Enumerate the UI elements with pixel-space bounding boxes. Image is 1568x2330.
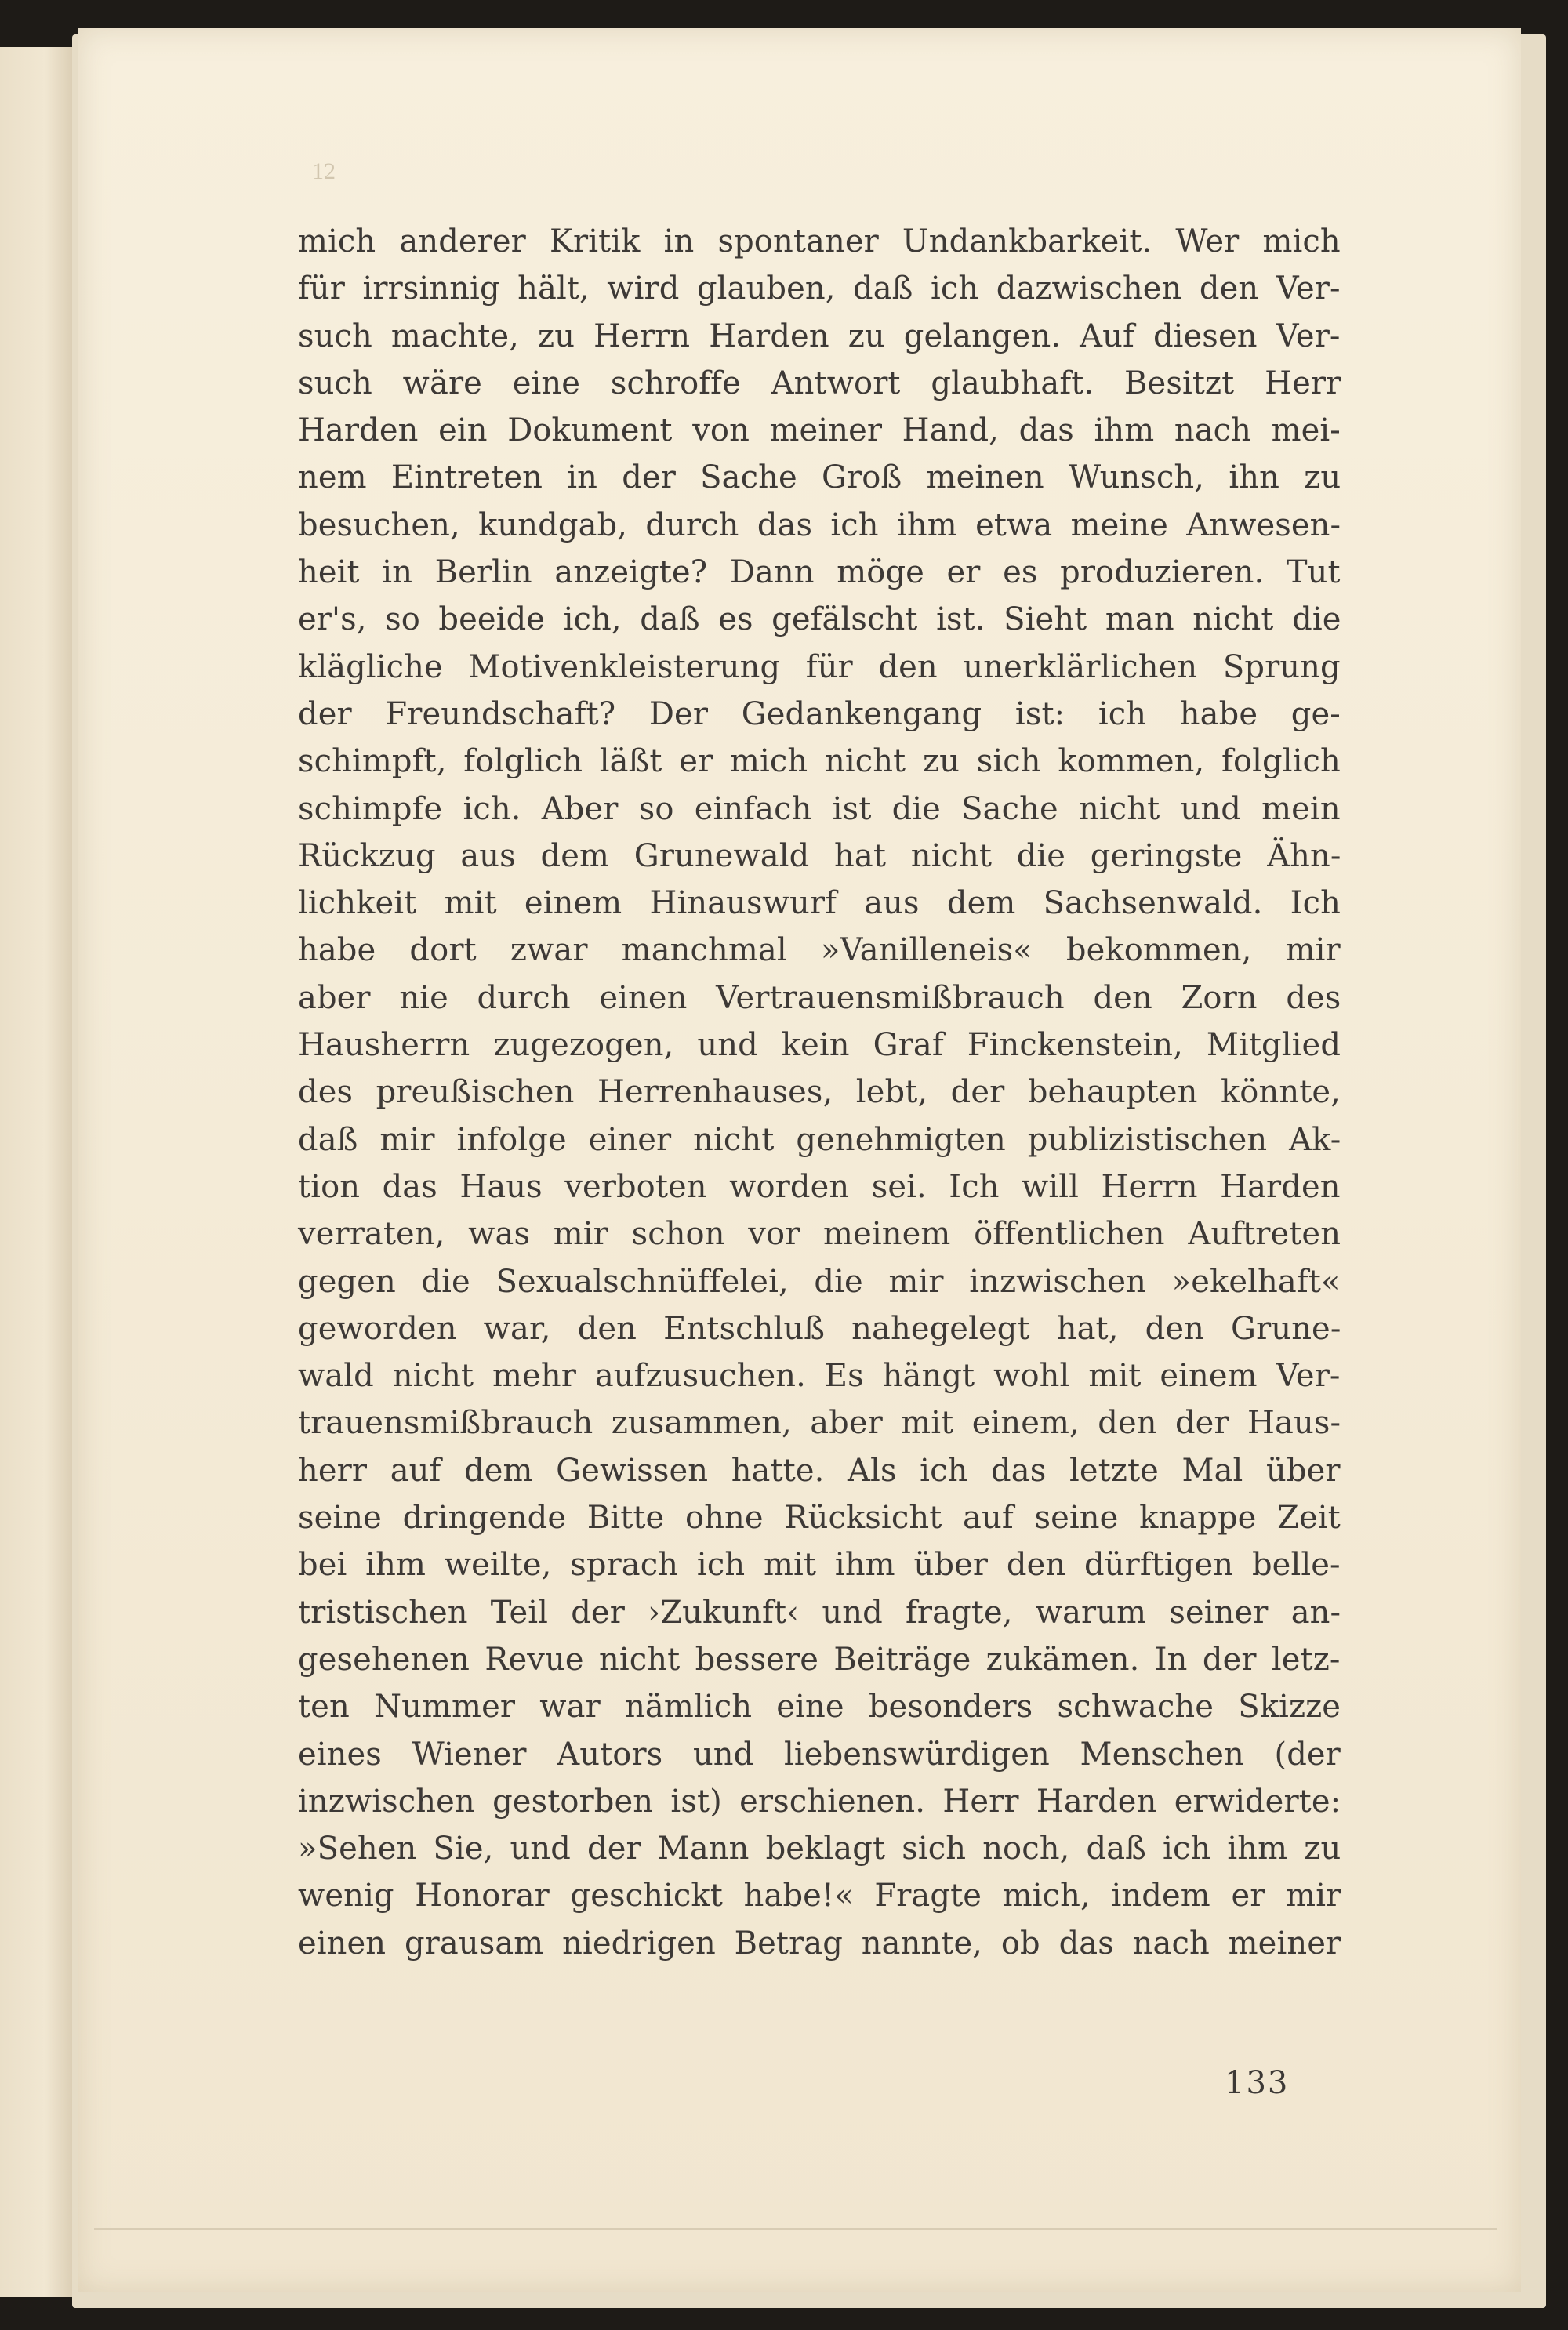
page-bottom-edge bbox=[94, 2228, 1497, 2230]
text-line: schimpfe ich. Aber so einfach ist die Sache nicht und mein bbox=[298, 790, 1341, 827]
text-line: der Freundschaft? Der Gedankengang ist: ich habe ge- bbox=[298, 695, 1341, 732]
text-line: such machte, zu Herrn Harden zu gelangen. Auf diesen Ver- bbox=[298, 318, 1341, 354]
text-line: inzwischen gestorben ist) erschienen. Herr Harden erwiderte: bbox=[298, 1783, 1341, 1820]
text-line: einen grausam niedrigen Betrag nannte, ob das nach meiner bbox=[298, 1925, 1341, 1962]
text-line: tion das Haus verboten worden sei. Ich will Herrn Harden bbox=[298, 1168, 1341, 1205]
text-line: des preußischen Herrenhauses, lebt, der behaupten könnte, bbox=[298, 1074, 1341, 1111]
text-line: heit in Berlin anzeigte? Dann möge er es produzieren. Tut bbox=[298, 554, 1341, 591]
text-line: gegen die Sexualschnüffelei, die mir inzwischen »ekelhaft« bbox=[298, 1263, 1341, 1300]
bleed-through-page-number: 12 bbox=[312, 158, 336, 184]
text-line: herr auf dem Gewissen hatte. Als ich das letzte Mal über bbox=[298, 1452, 1341, 1489]
text-line: habe dort zwar manchmal »Vanilleneis« bekommen, mir bbox=[298, 932, 1341, 969]
text-line: such wäre eine schroffe Antwort glaubhaft. Besitzt Herr bbox=[298, 365, 1341, 401]
text-line: ten Nummer war nämlich eine besonders schwache Skizze bbox=[298, 1689, 1341, 1726]
text-line: für irrsinnig hält, wird glauben, daß ich dazwischen den Ver- bbox=[298, 270, 1341, 307]
text-line: schimpft, folglich läßt er mich nicht zu sich kommen, folglich bbox=[298, 743, 1341, 780]
text-line: »Sehen Sie, und der Mann beklagt sich noch, daß ich ihm zu bbox=[298, 1831, 1341, 1867]
text-line: trauensmißbrauch zusammen, aber mit einem, den der Haus- bbox=[298, 1405, 1341, 1442]
facing-page-edge bbox=[0, 47, 77, 2297]
text-line: gesehenen Revue nicht bessere Beiträge zukämen. In der letz- bbox=[298, 1641, 1341, 1678]
text-line: tristischen Teil der ›Zukunft‹ und fragte, warum seiner an- bbox=[298, 1594, 1341, 1631]
body-text bbox=[298, 218, 1341, 1967]
text-line: lichkeit mit einem Hinauswurf aus dem Sachsenwald. Ich bbox=[298, 885, 1341, 922]
text-line: aber nie durch einen Vertrauensmißbrauch den Zorn des bbox=[298, 979, 1341, 1016]
text-line: seine dringende Bitte ohne Rücksicht auf seine knappe Zeit bbox=[298, 1500, 1341, 1537]
text-line: geworden war, den Entschluß nahegelegt hat, den Grune- bbox=[298, 1310, 1341, 1347]
text-line: nem Eintreten in der Sache Groß meinen Wunsch, ihn zu bbox=[298, 459, 1341, 496]
text-line: daß mir infolge einer nicht genehmigten publizistischen Ak- bbox=[298, 1121, 1341, 1158]
text-line: besuchen, kundgab, durch das ich ihm etwa meine Anwesen- bbox=[298, 506, 1341, 543]
text-line: klägliche Motivenkleisterung für den unerklärlichen Sprung bbox=[298, 648, 1341, 685]
text-line: Rückzug aus dem Grunewald hat nicht die geringste Ähn- bbox=[298, 837, 1341, 874]
text-line: er's, so beeide ich, daß es gefälscht ist. Sieht man nicht die bbox=[298, 601, 1341, 638]
text-line: verraten, was mir schon vor meinem öffentlichen Auftreten bbox=[298, 1216, 1341, 1253]
text-line: eines Wiener Autors und liebenswürdigen Menschen (der bbox=[298, 1736, 1341, 1773]
text-line: Harden ein Dokument von meiner Hand, das ihm nach mei- bbox=[298, 412, 1341, 449]
page-number: 133 bbox=[1225, 2065, 1290, 2101]
text-line: bei ihm weilte, sprach ich mit ihm über den dürftigen belle- bbox=[298, 1547, 1341, 1584]
text-line: Hausherrn zugezogen, und kein Graf Finckenstein, Mitglied bbox=[298, 1027, 1341, 1064]
text-line: mich anderer Kritik in spontaner Undankbarkeit. Wer mich bbox=[298, 223, 1341, 259]
text-line: wenig Honorar geschickt habe!« Fragte mich, indem er mir bbox=[298, 1878, 1341, 1914]
text-line: wald nicht mehr aufzusuchen. Es hängt wohl mit einem Ver- bbox=[298, 1358, 1341, 1395]
